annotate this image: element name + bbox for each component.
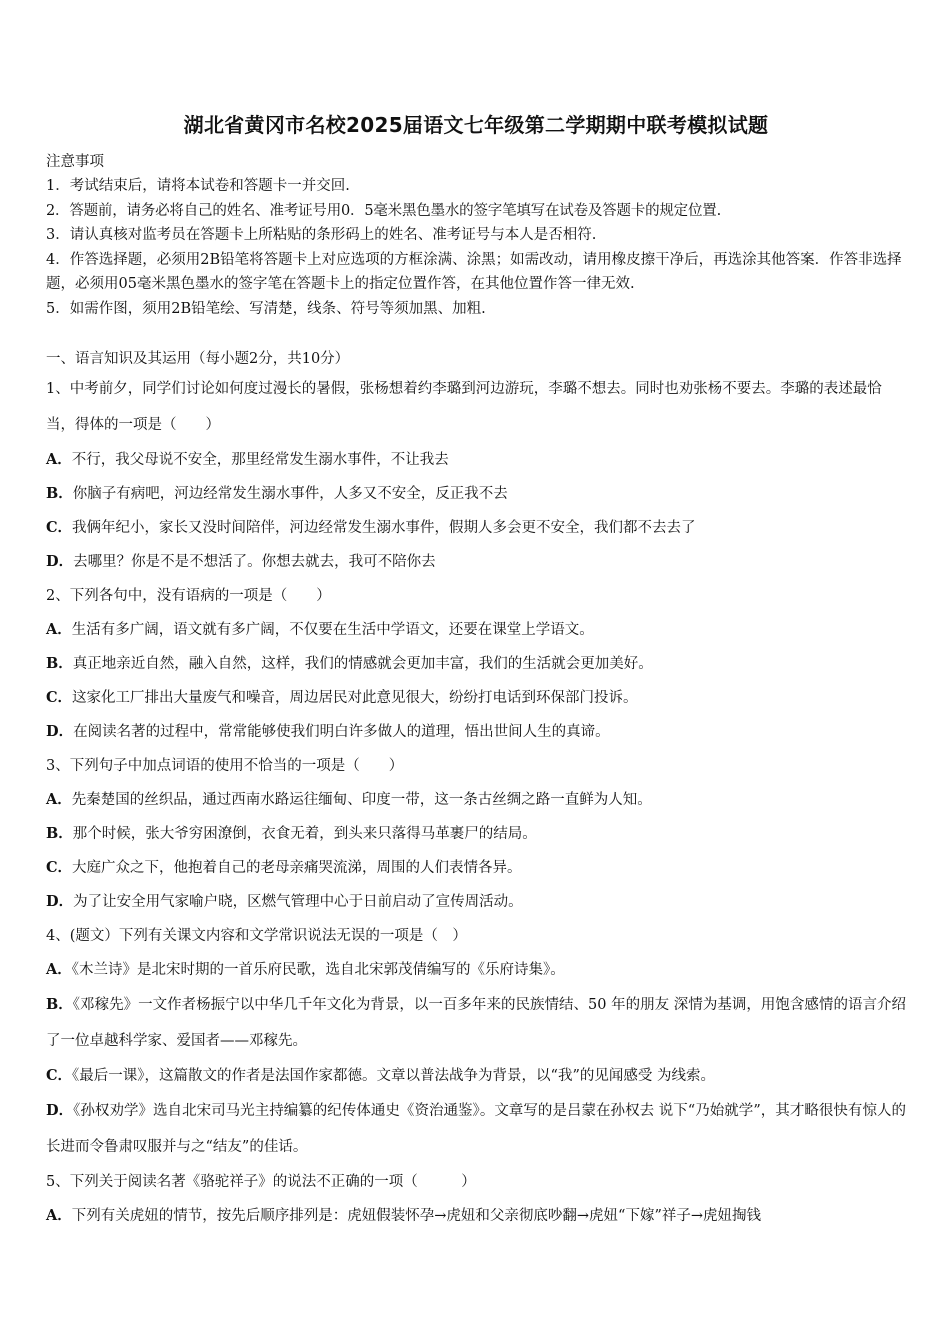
option-b[interactable] bbox=[46, 647, 906, 681]
question-5 bbox=[46, 1165, 906, 1233]
option-letter: C． bbox=[46, 689, 73, 706]
option-text: 去哪里？你是不是不想活了。你想去就去，我可不陪你去 bbox=[73, 554, 436, 570]
option-letter: B． bbox=[46, 485, 73, 502]
option-a[interactable] bbox=[46, 613, 906, 647]
option-b[interactable] bbox=[46, 817, 906, 851]
note-item: 3．请认真核对监考员在答题卡上所粘贴的条形码上的姓名、准考证号与本人是否相符. bbox=[46, 227, 597, 243]
option-letter: A． bbox=[46, 961, 72, 978]
option-a[interactable] bbox=[46, 953, 906, 987]
question-4 bbox=[46, 919, 906, 1165]
option-letter: B． bbox=[46, 825, 73, 842]
question-stem: 1、中考前夕，同学们讨论如何度过漫长的暑假，张杨想着约李璐到河边游玩，李璐不想去。同时也劝张杨不要去。李璐的表述最恰当，得体的一项是（ ） bbox=[46, 381, 882, 433]
option-text: 那个时候，张大爷穷困潦倒，衣食无着，到头来只落得马革裹尸的结局。 bbox=[72, 826, 537, 842]
note-item: 4．作答选择题，必须用2B铅笔将答题卡上对应选项的方框涂满、涂黑；如需改动，请用橡皮擦干净后，再选涂其他答案．作答非选择题，必须用05毫米黑色墨水的签字笔在答题卡上的指定位置作答，在其他位置作答一律无效. bbox=[46, 251, 902, 292]
option-letter: A． bbox=[46, 621, 72, 638]
option-text: 大庭广众之下，他抱着自己的老母亲痛哭流涕，周围的人们表情各异。 bbox=[72, 860, 522, 876]
option-d[interactable] bbox=[46, 885, 906, 919]
option-d[interactable] bbox=[46, 715, 906, 749]
option-letter: C． bbox=[46, 519, 73, 536]
option-d[interactable] bbox=[46, 1093, 906, 1165]
option-letter: D． bbox=[46, 1102, 74, 1119]
option-a[interactable] bbox=[46, 443, 906, 477]
question-2 bbox=[46, 579, 906, 749]
option-d[interactable] bbox=[46, 545, 906, 579]
option-letter: A． bbox=[46, 791, 72, 808]
note-item: 5．如需作图，须用2B铅笔绘、写清楚，线条、符号等须加黑、加粗. bbox=[46, 300, 486, 317]
option-letter: B． bbox=[46, 996, 73, 1013]
note-item: 1．考试结束后，请将本试卷和答题卡一并交回. bbox=[46, 178, 350, 194]
option-text: 真正地亲近自然，融入自然，这样，我们的情感就会更加丰富，我们的生活就会更加美好。 bbox=[72, 656, 653, 672]
option-text: 不行，我父母说不安全，那里经常发生溺水事件，不让我去 bbox=[71, 452, 449, 468]
option-text: 我俩年纪小，家长又没时间陪伴，河边经常发生溺水事件，假期人多会更不安全，我们都不去去了 bbox=[72, 520, 696, 536]
notes-block bbox=[46, 150, 906, 321]
page-title: 湖北省黄冈市名校2025届语文七年级第二学期期中联考模拟试题 bbox=[183, 113, 769, 137]
option-text: 为了让安全用气家喻户晓，区燃气管理中心于日前启动了宣传周活动。 bbox=[73, 894, 523, 910]
option-letter: A． bbox=[46, 451, 72, 468]
note-item: 2．答题前，请务必将自己的姓名、准考证号用0．5毫米黑色墨水的签字笔填写在试卷及答题卡的规定位置. bbox=[46, 202, 721, 219]
option-text: 你脑子有病吧，河边经常发生溺水事件，人多又不安全，反正我不去 bbox=[72, 486, 508, 502]
option-a[interactable] bbox=[46, 783, 906, 817]
option-b[interactable] bbox=[46, 987, 906, 1059]
option-a[interactable] bbox=[46, 1199, 906, 1233]
section-heading: 一、语言知识及其运用（每小题2分，共10分） bbox=[46, 351, 350, 367]
option-c[interactable] bbox=[46, 681, 906, 715]
option-text: 《孙权劝学》选自北宋司马光主持编纂的纪传体通史《资治通鉴》。文章写的是吕蒙在孙权去 说下“乃始就学”，其才略很快有惊人的长进而令鲁肃叹服并与之“结友”的佳话。 bbox=[46, 1103, 906, 1155]
question-3 bbox=[46, 749, 906, 919]
option-text: 《邓稼先》一文作者杨振宁以中华几千年文化为背景，以一百多年来的民族情结、50 年的朋友 深情为基调，用饱含感情的语言介绍了一位卓越科学家、爱国者——邓稼先。 bbox=[46, 997, 906, 1049]
question-stem: 3、下列句子中加点词语的使用不恰当的一项是（ ） bbox=[46, 758, 404, 774]
option-text: 这家化工厂排出大量废气和噪音，周边居民对此意见很大，纷纷打电话到环保部门投诉。 bbox=[72, 690, 638, 706]
option-b[interactable] bbox=[46, 477, 906, 511]
option-letter: C． bbox=[46, 859, 73, 876]
option-letter: D． bbox=[46, 893, 74, 910]
question-stem: 2、下列各句中，没有语病的一项是（ ） bbox=[46, 588, 331, 604]
option-text: 下列有关虎妞的情节，按先后顺序排列是：虎妞假装怀孕→虎妞和父亲彻底吵翻→虎妞“下嫁”祥子→虎妞掏钱 bbox=[71, 1208, 762, 1224]
option-c[interactable] bbox=[46, 851, 906, 885]
option-letter: A． bbox=[46, 1207, 72, 1224]
option-c[interactable] bbox=[46, 1059, 906, 1093]
option-text: 在阅读名著的过程中，常常能够使我们明白许多做人的道理，悟出世间人生的真谛。 bbox=[73, 724, 610, 740]
option-text: 《最后一课》，这篇散文的作者是法国作家都德。文章以普法战争为背景，以“我”的见闻感受 为线索。 bbox=[72, 1068, 715, 1084]
notes-heading: 注意事项 bbox=[46, 154, 104, 170]
question-stem: 4、(题文）下列有关课文内容和文学常识说法无误的一项是（ ） bbox=[46, 928, 467, 944]
question-1 bbox=[46, 371, 906, 579]
option-letter: B． bbox=[46, 655, 73, 672]
question-stem: 5、下列关于阅读名著《骆驼祥子》的说法不正确的一项（ ） bbox=[46, 1174, 476, 1190]
option-letter: C． bbox=[46, 1067, 73, 1084]
option-letter: D． bbox=[46, 723, 74, 740]
option-c[interactable] bbox=[46, 511, 906, 545]
option-text: 先秦楚国的丝织品，通过西南水路运往缅甸、印度一带，这一条古丝绸之路一直鲜为人知。 bbox=[71, 792, 652, 808]
option-text: 《木兰诗》是北宋时期的一首乐府民歌，选自北宋郭茂倩编写的《乐府诗集》。 bbox=[71, 962, 565, 978]
option-letter: D． bbox=[46, 553, 74, 570]
option-text: 生活有多广阔，语文就有多广阔，不仅要在生活中学语文，还要在课堂上学语文。 bbox=[71, 622, 594, 638]
